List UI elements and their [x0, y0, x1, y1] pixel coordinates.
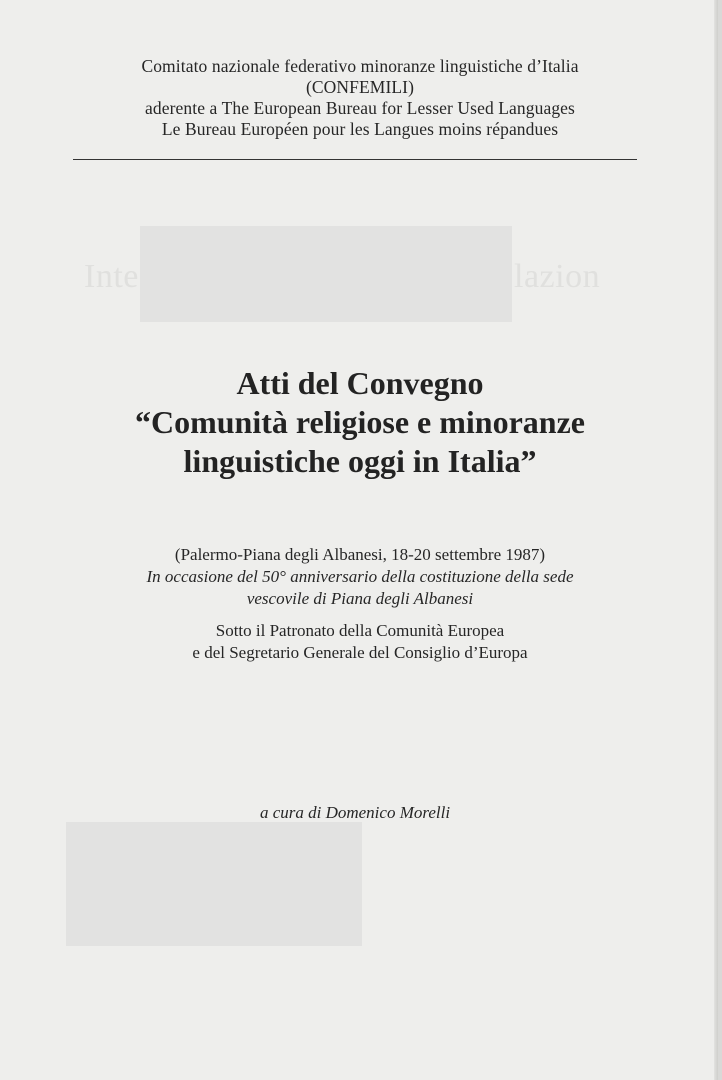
- header-line-bureau-fr: Le Bureau Européen pour les Langues moins répandues: [161, 119, 559, 139]
- bleed-through-text-left: Inte: [84, 258, 139, 295]
- publisher-header: [70, 56, 650, 140]
- page-edge-shadow: [714, 0, 718, 1080]
- patronage-line-1: Sotto il Patronato della Comunità Europea: [215, 621, 505, 640]
- page-title: [60, 364, 660, 481]
- header-line-acronym: (CONFEMILI): [305, 77, 415, 97]
- title-line-2: “Comunità religiose e minoranze: [134, 404, 585, 440]
- place-date: (Palermo-Piana degli Albanesi, 18-20 settembre 1987): [174, 545, 546, 564]
- redacted-area-top: [140, 226, 512, 322]
- title-line-3: linguistiche oggi in Italia”: [183, 443, 537, 479]
- title-line-1: Atti del Convegno: [236, 365, 484, 401]
- occasion-line-1: In occasione del 50° anniversario della costituzione della sede: [146, 567, 574, 586]
- conference-details: [60, 544, 660, 664]
- bleed-through-text-right: lazion: [514, 258, 601, 295]
- header-divider: [73, 159, 637, 160]
- header-line-committee: Comitato nazionale federativo minoranze linguistiche d’Italia: [141, 56, 579, 76]
- patronage-line-2: e del Segretario Generale del Consiglio d’Europa: [192, 643, 528, 662]
- occasion-line-2: vescovile di Piana degli Albanesi: [246, 589, 474, 608]
- editor-credit: a cura di Domenico Morelli: [259, 803, 451, 822]
- redacted-area-bottom: [66, 822, 362, 946]
- header-line-bureau-en: aderente a The European Bureau for Lesser Used Languages: [145, 98, 575, 118]
